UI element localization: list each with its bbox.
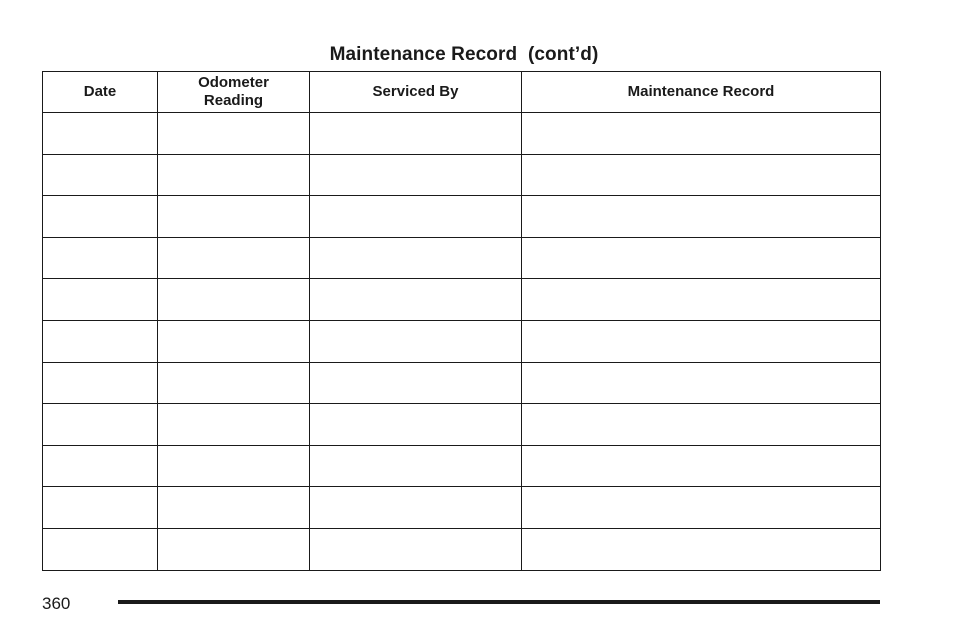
table-row — [43, 113, 881, 155]
header-odometer-line2: Reading — [203, 92, 264, 109]
cell-serviced-by — [310, 320, 522, 362]
cell-date — [43, 154, 158, 196]
cell-serviced-by — [310, 362, 522, 404]
cell-odometer-reading — [158, 113, 310, 155]
cell-date — [43, 237, 158, 279]
header-odometer-line1: Odometer — [198, 74, 269, 91]
table-header-row — [43, 72, 881, 113]
cell-serviced-by — [310, 487, 522, 529]
table-row — [43, 362, 881, 404]
cell-odometer-reading — [158, 445, 310, 487]
cell-odometer-reading — [158, 487, 310, 529]
cell-odometer-reading — [158, 528, 310, 570]
table-row — [43, 528, 881, 570]
cell-date — [43, 196, 158, 238]
cell-odometer-reading — [158, 196, 310, 238]
footer-rule — [118, 600, 880, 604]
cell-maintenance-record — [522, 279, 881, 321]
cell-maintenance-record — [522, 196, 881, 238]
header-serviced-by: Serviced By — [310, 72, 522, 113]
cell-date — [43, 362, 158, 404]
table-row — [43, 237, 881, 279]
header-maintenance-record: Maintenance Record — [522, 72, 881, 113]
cell-odometer-reading — [158, 237, 310, 279]
cell-date — [43, 279, 158, 321]
maintenance-record-table — [42, 71, 881, 571]
cell-serviced-by — [310, 445, 522, 487]
cell-date — [43, 320, 158, 362]
cell-odometer-reading — [158, 154, 310, 196]
cell-date — [43, 487, 158, 529]
table-row — [43, 196, 881, 238]
cell-maintenance-record — [522, 487, 881, 529]
cell-maintenance-record — [522, 528, 881, 570]
cell-serviced-by — [310, 196, 522, 238]
cell-date — [43, 445, 158, 487]
cell-odometer-reading — [158, 279, 310, 321]
header-odometer-reading — [158, 72, 310, 113]
cell-serviced-by — [310, 404, 522, 446]
cell-maintenance-record — [522, 320, 881, 362]
cell-maintenance-record — [522, 362, 881, 404]
cell-maintenance-record — [522, 154, 881, 196]
header-date: Date — [43, 72, 158, 113]
cell-date — [43, 113, 158, 155]
page-number: 360 — [42, 594, 71, 613]
table-row — [43, 404, 881, 446]
cell-date — [43, 528, 158, 570]
page-title: Maintenance Record (cont’d) — [329, 44, 599, 65]
cell-serviced-by — [310, 113, 522, 155]
cell-odometer-reading — [158, 320, 310, 362]
cell-maintenance-record — [522, 445, 881, 487]
table-row — [43, 279, 881, 321]
cell-date — [43, 404, 158, 446]
cell-odometer-reading — [158, 404, 310, 446]
cell-serviced-by — [310, 279, 522, 321]
table-row — [43, 445, 881, 487]
table-row — [43, 320, 881, 362]
cell-maintenance-record — [522, 113, 881, 155]
table-row — [43, 487, 881, 529]
table-body — [43, 113, 881, 571]
table-row — [43, 154, 881, 196]
cell-serviced-by — [310, 528, 522, 570]
cell-maintenance-record — [522, 404, 881, 446]
cell-serviced-by — [310, 154, 522, 196]
cell-maintenance-record — [522, 237, 881, 279]
cell-odometer-reading — [158, 362, 310, 404]
cell-serviced-by — [310, 237, 522, 279]
